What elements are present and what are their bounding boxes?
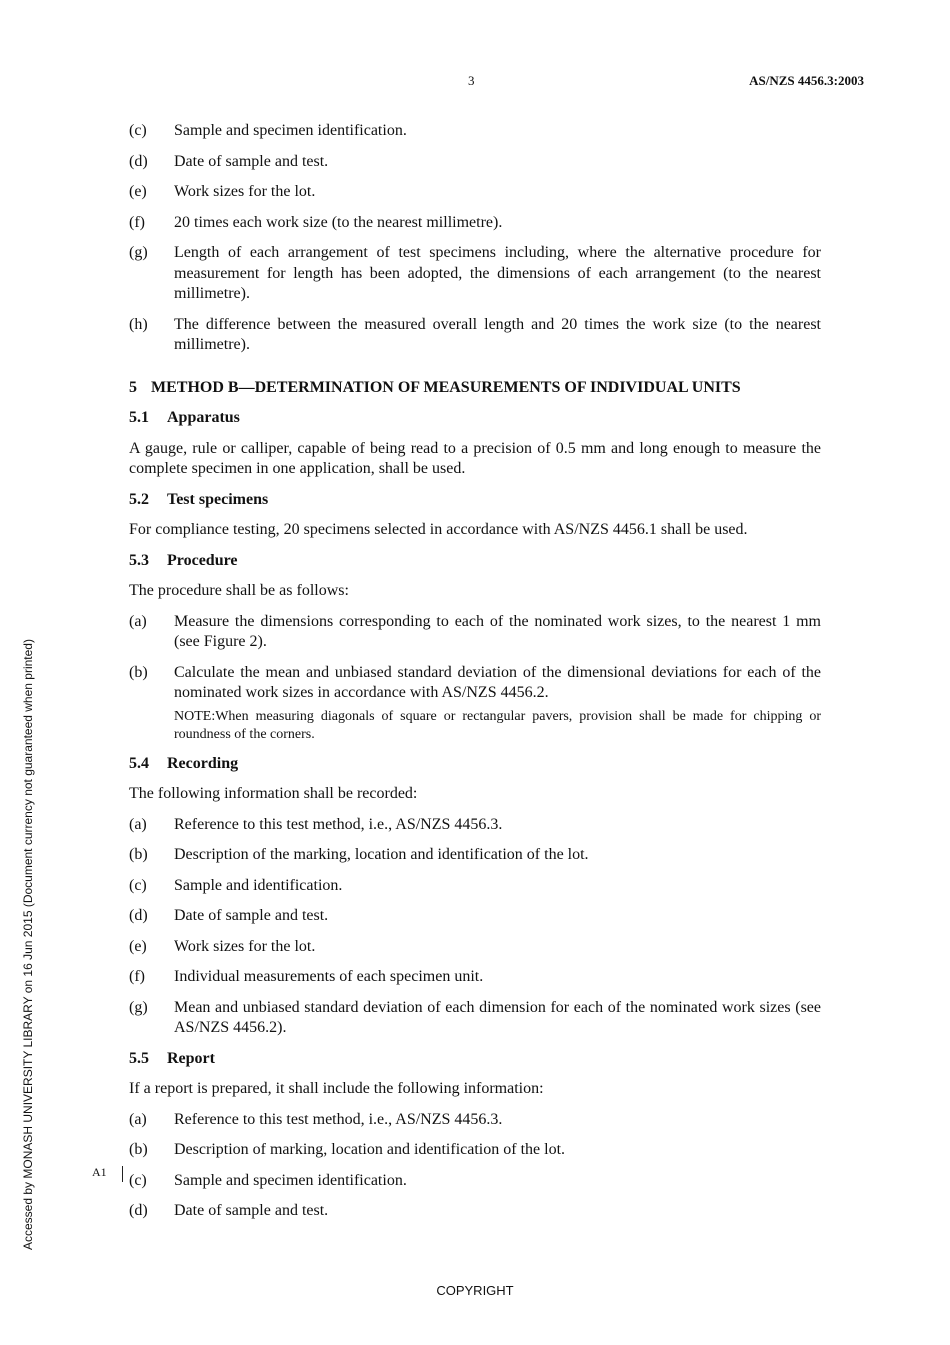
procedure-note: NOTE:When measuring diagonals of square or rectangular pavers, provision shall be made for chipping or roundness of the corners. (174, 708, 821, 742)
section-5-5-heading: 5.5 Report (129, 1049, 215, 1067)
section-5-2-text: For compliance testing, 20 specimens selected in accordance with AS/NZS 4456.1 shall be used. (129, 521, 748, 538)
list-item: (c) Sample and identification. (129, 876, 343, 894)
list-item: (e) Work sizes for the lot. (129, 937, 316, 955)
list-item: (c) Sample and specimen identification. (129, 1171, 407, 1189)
list-item: (a) Reference to this test method, i.e., AS/NZS 4456.3. (129, 1110, 503, 1128)
list-item: (f) 20 times each work size (to the nearest millimetre). (129, 213, 503, 231)
section-5-heading: 5 METHOD B—DETERMINATION OF MEASUREMENTS OF INDIVIDUAL UNITS (129, 378, 741, 396)
list-item: (e) Work sizes for the lot. (129, 183, 316, 200)
list-item: (g) Length of each arrangement of test specimens including, where the alternative procedure for measurement for length has been adopted, the dimensions of each arrangement (to the nearest millimetre). (129, 244, 821, 302)
list-item: (b) Description of marking, location and identification of the lot. (129, 1141, 566, 1158)
page-number: 3 (468, 73, 475, 88)
page-content (129, 121, 821, 1232)
standard-id: AS/NZS 4456.3:2003 (749, 73, 864, 88)
list-item: (d) Date of sample and test. (129, 907, 329, 924)
amendment-bar (122, 1166, 123, 1182)
list-item: (c) Sample and specimen identification. (129, 122, 407, 139)
list-item: (b) Calculate the mean and unbiased standard deviation of the dimensional deviations for each of the nominated work sizes in accordance with AS/NZS 4456.2. NOTE:When measuring diagonals of square or rectangular pavers, provision shall be made for chipping or roundness of the corners. (129, 663, 821, 742)
section-5-4-heading: 5.4 Recording (129, 754, 239, 772)
list-item: (b) Description of the marking, location and identification of the lot. (129, 846, 589, 863)
section-5-1-heading: 5.1 Apparatus (129, 409, 240, 426)
list-top (129, 121, 821, 356)
list-item: (f) Individual measurements of each specimen unit. (129, 968, 484, 985)
list-item: (a) Measure the dimensions corresponding to each of the nominated work sizes, to the nearest 1 mm (see Figure 2). (129, 612, 821, 650)
access-watermark: Accessed by MONASH UNIVERSITY LIBRARY on 16 Jun 2015 (Document currency not guaranteed when printed) (21, 639, 35, 1250)
section-5-1-text: A gauge, rule or calliper, capable of being read to a precision of 0.5 mm and long enough to measure the complete specimen in one application, shall be used. (129, 439, 821, 477)
amendment-mark: A1 (92, 1165, 107, 1179)
section-5-4-intro: The following information shall be recorded: (129, 785, 418, 802)
list-item: (d) Date of sample and test. (129, 152, 329, 170)
section-5-5-intro: If a report is prepared, it shall include the following information: (129, 1080, 544, 1097)
list-item: (a) Reference to this test method, i.e., AS/NZS 4456.3. (129, 815, 503, 833)
list-item: (h) The difference between the measured overall length and 20 times the work size (to the nearest millimetre). (129, 315, 821, 353)
section-5-3-heading: 5.3 Procedure (129, 551, 238, 569)
copyright-footer: COPYRIGHT (436, 1283, 514, 1298)
section-5-2-heading: 5.2 Test specimens (129, 490, 269, 508)
section-5-3-intro: The procedure shall be as follows: (129, 582, 349, 599)
list-item: (d) Date of sample and test. (129, 1202, 329, 1219)
list-item: (g) Mean and unbiased standard deviation of each dimension for each of the nominated work sizes (see AS/NZS 4456.2). (129, 998, 821, 1036)
